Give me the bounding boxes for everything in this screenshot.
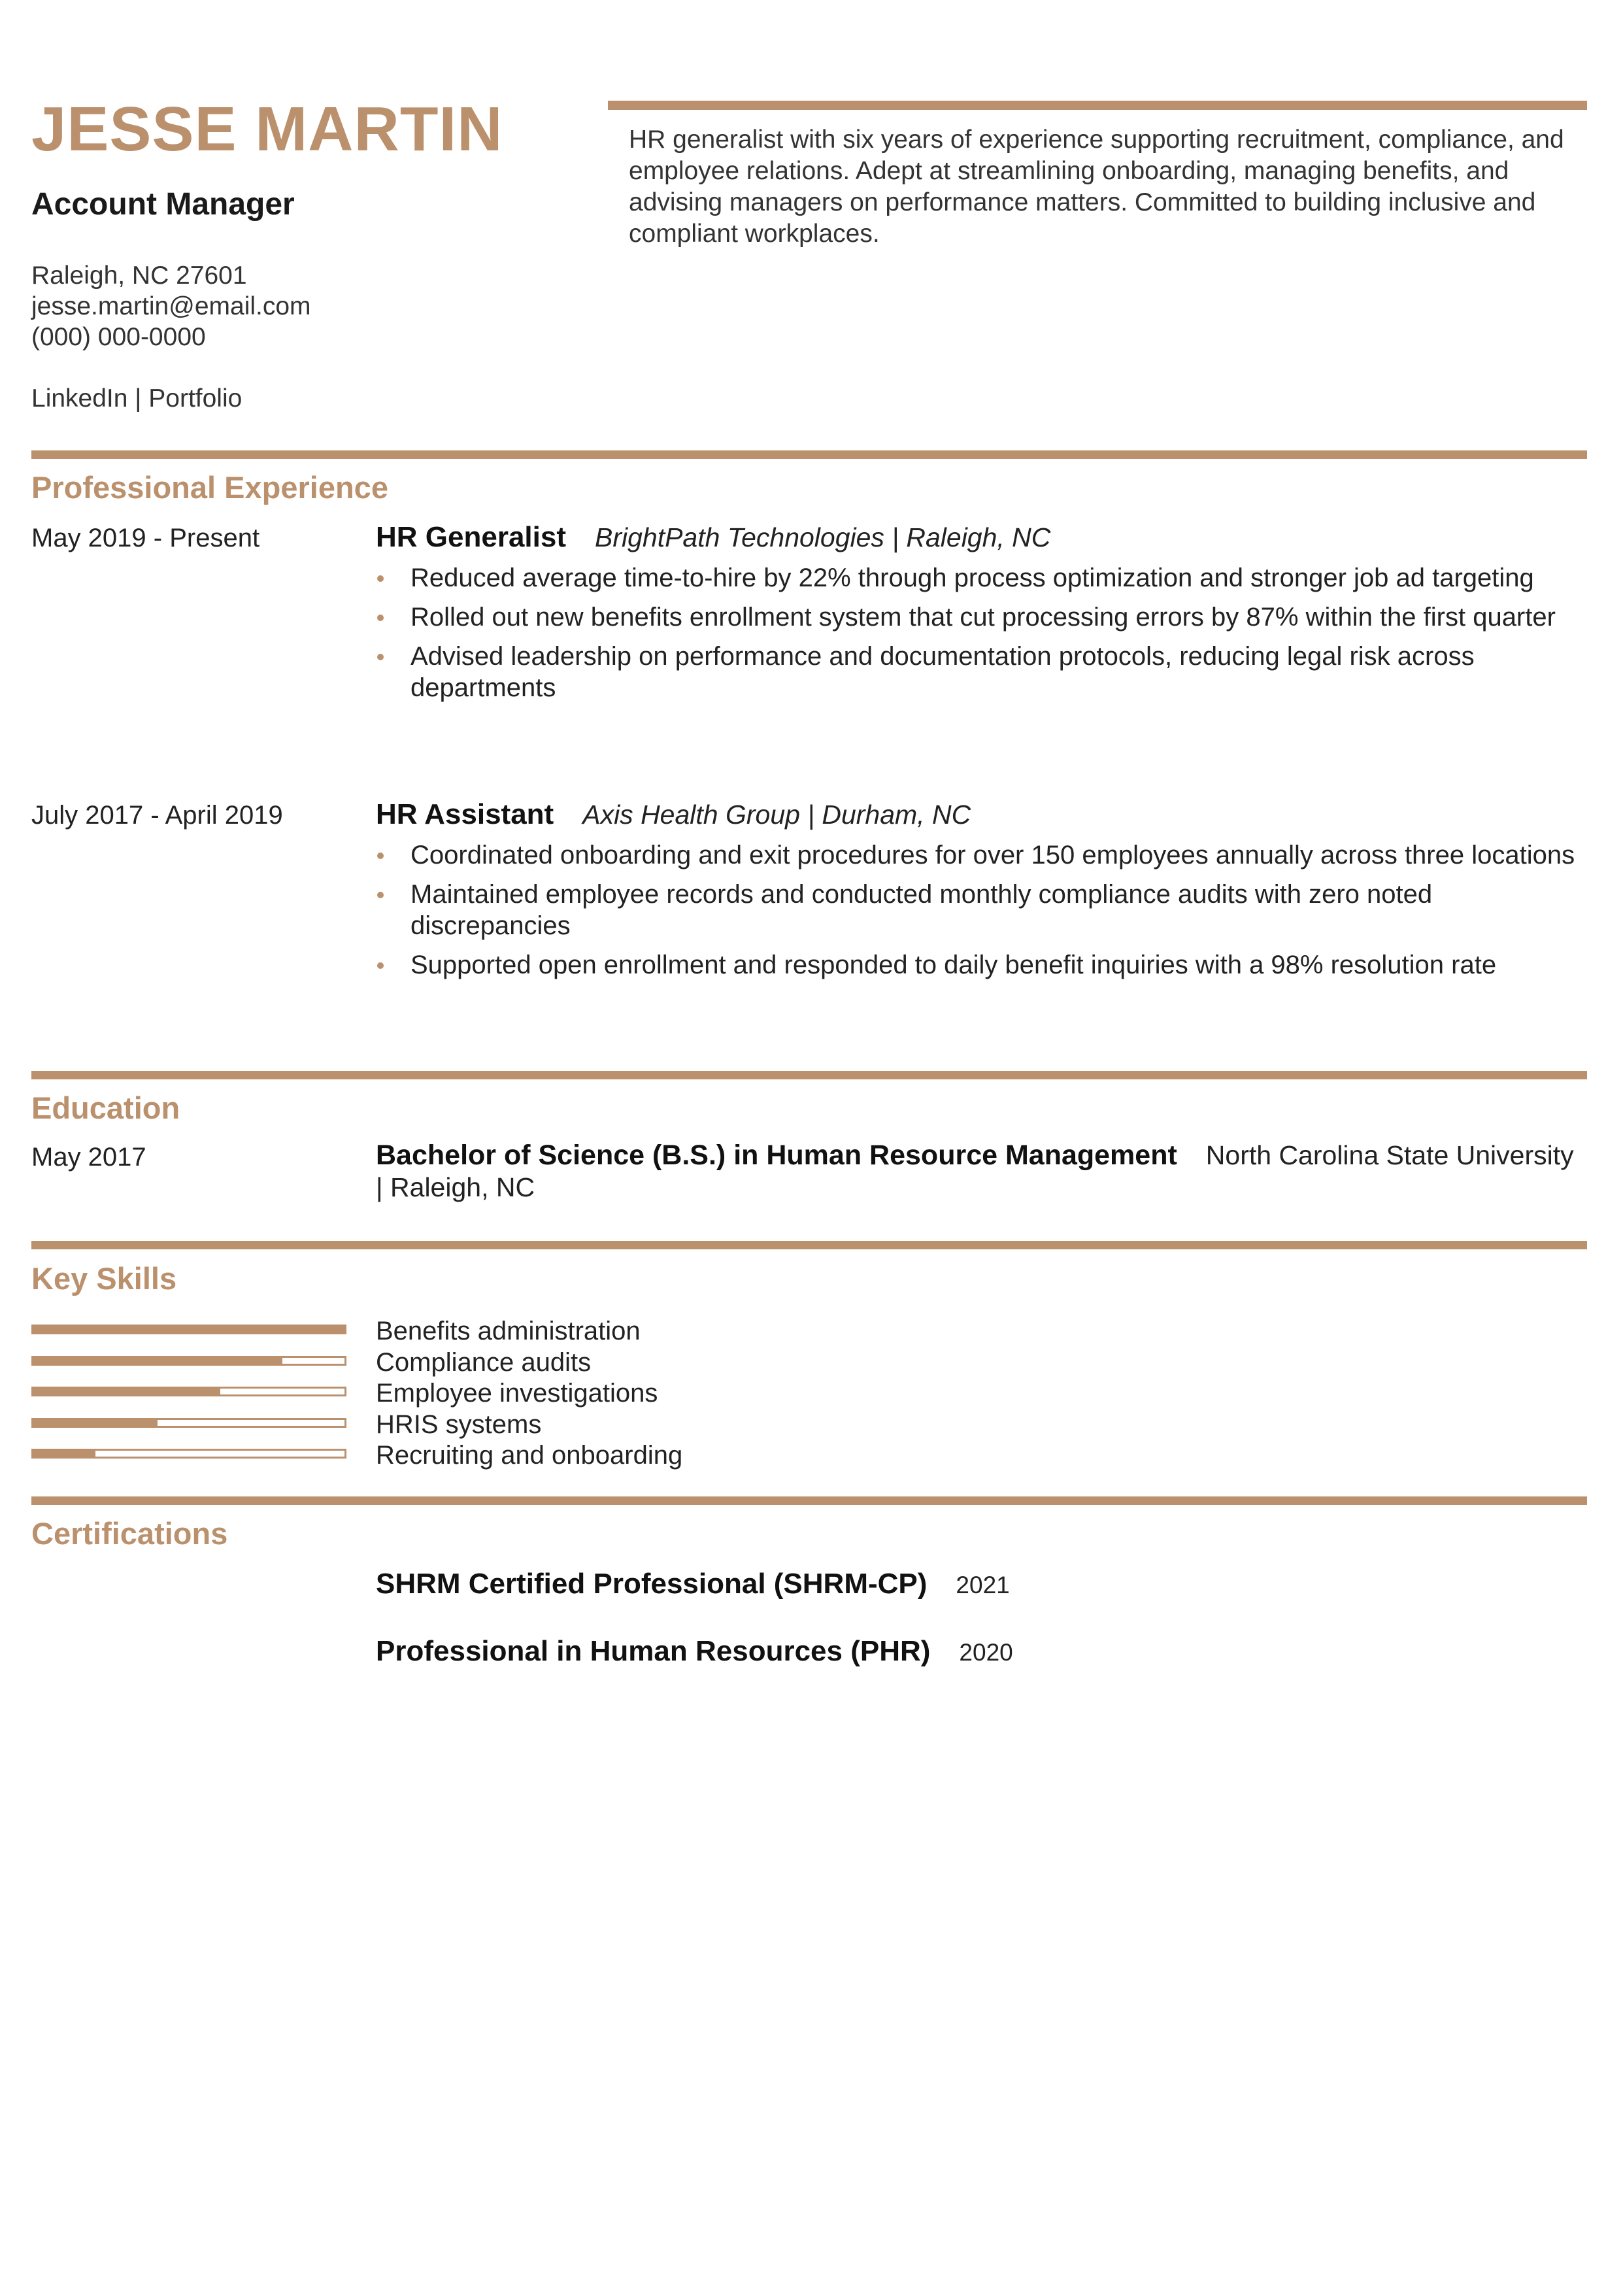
section-title-education: Education: [31, 1090, 180, 1125]
job-company: BrightPath Technologies | Raleigh, NC: [594, 522, 1051, 552]
list-item: Reduced average time-to-hire by 22% through process optimization and stronger job ad targeting: [376, 562, 1592, 594]
section-divider: [31, 1071, 1587, 1079]
section-divider: [31, 450, 1587, 459]
school: North Carolina State University | Raleigh, NC: [376, 1140, 1574, 1202]
skill-label: Recruiting and onboarding: [376, 1441, 683, 1470]
skill-level-bar: [31, 1325, 346, 1334]
skill-level-bar: [31, 1418, 346, 1428]
degree: Bachelor of Science (B.S.) in Human Resource Management: [376, 1140, 1177, 1171]
education-entry: [376, 1140, 1585, 1204]
skill-level-fill: [33, 1420, 158, 1426]
summary-divider: [608, 101, 1587, 110]
education-date: May 2017: [31, 1143, 146, 1172]
job-title: Account Manager: [31, 187, 295, 222]
skill-level-fill: [33, 1389, 220, 1394]
bullet-dot-icon: [377, 892, 384, 898]
skill-level-fill: [33, 1326, 344, 1332]
certification-year: 2020: [959, 1639, 1013, 1666]
email[interactable]: jesse.martin@email.com: [31, 292, 311, 320]
job-heading: [376, 800, 971, 829]
section-title-certifications: Certifications: [31, 1516, 228, 1551]
certification-name: Professional in Human Resources (PHR): [376, 1635, 931, 1667]
section-divider: [31, 1496, 1587, 1505]
bullet-dot-icon: [377, 654, 384, 660]
bullet-dot-icon: [377, 962, 384, 969]
skill-label: Compliance audits: [376, 1347, 592, 1377]
list-item: Supported open enrollment and responded to daily benefit inquiries with a 98% resolution rate: [376, 949, 1592, 981]
location: Raleigh, NC 27601: [31, 262, 247, 290]
list-item: Rolled out new benefits enrollment system that cut processing errors by 87% within the first quarter: [376, 601, 1592, 633]
section-divider: [31, 1241, 1587, 1249]
skill-label: HRIS systems: [376, 1410, 542, 1439]
job-dates: May 2019 - Present: [31, 524, 260, 552]
job-bullets: [376, 839, 1592, 988]
skill-level-bar: [31, 1449, 346, 1459]
list-item: Coordinated onboarding and exit procedures for over 150 employees annually across three locations: [376, 839, 1592, 871]
phone: (000) 000-0000: [31, 323, 206, 351]
summary: HR generalist with six years of experience supporting recruitment, compliance, and employee relations. Adept at streamlining onboarding, managing benefits, and advising managers on performance matters. Committed to building inclusive and compliant workplaces.: [629, 126, 1564, 248]
candidate-name: JESSE MARTIN: [31, 94, 503, 164]
profile-links[interactable]: LinkedIn | Portfolio: [31, 384, 243, 413]
skill-level-fill: [33, 1451, 95, 1457]
skill-level-bar: [31, 1356, 346, 1366]
bullet-dot-icon: [377, 853, 384, 859]
certification-name: SHRM Certified Professional (SHRM-CP): [376, 1568, 928, 1600]
certification-year: 2021: [956, 1572, 1010, 1598]
certification-item: [376, 1637, 1013, 1666]
bullet-dot-icon: [377, 615, 384, 621]
skill-label: Benefits administration: [376, 1317, 641, 1345]
job-heading: [376, 523, 1050, 552]
list-item: Maintained employee records and conducted monthly compliance audits with zero noted discrepancies: [376, 879, 1592, 941]
job-role: HR Generalist: [376, 521, 566, 553]
section-title-experience: Professional Experience: [31, 470, 388, 505]
skill-level-bar: [31, 1387, 346, 1396]
bullet-dot-icon: [377, 575, 384, 582]
job-bullets: [376, 562, 1592, 711]
skill-label: Employee investigations: [376, 1379, 658, 1408]
list-item: Advised leadership on performance and documentation protocols, reducing legal risk across departments: [376, 641, 1592, 703]
section-title-skills: Key Skills: [31, 1261, 177, 1296]
job-role: HR Assistant: [376, 798, 554, 830]
job-company: Axis Health Group | Durham, NC: [582, 800, 971, 830]
job-dates: July 2017 - April 2019: [31, 801, 283, 830]
certification-item: [376, 1570, 1010, 1598]
skill-level-fill: [33, 1358, 282, 1364]
